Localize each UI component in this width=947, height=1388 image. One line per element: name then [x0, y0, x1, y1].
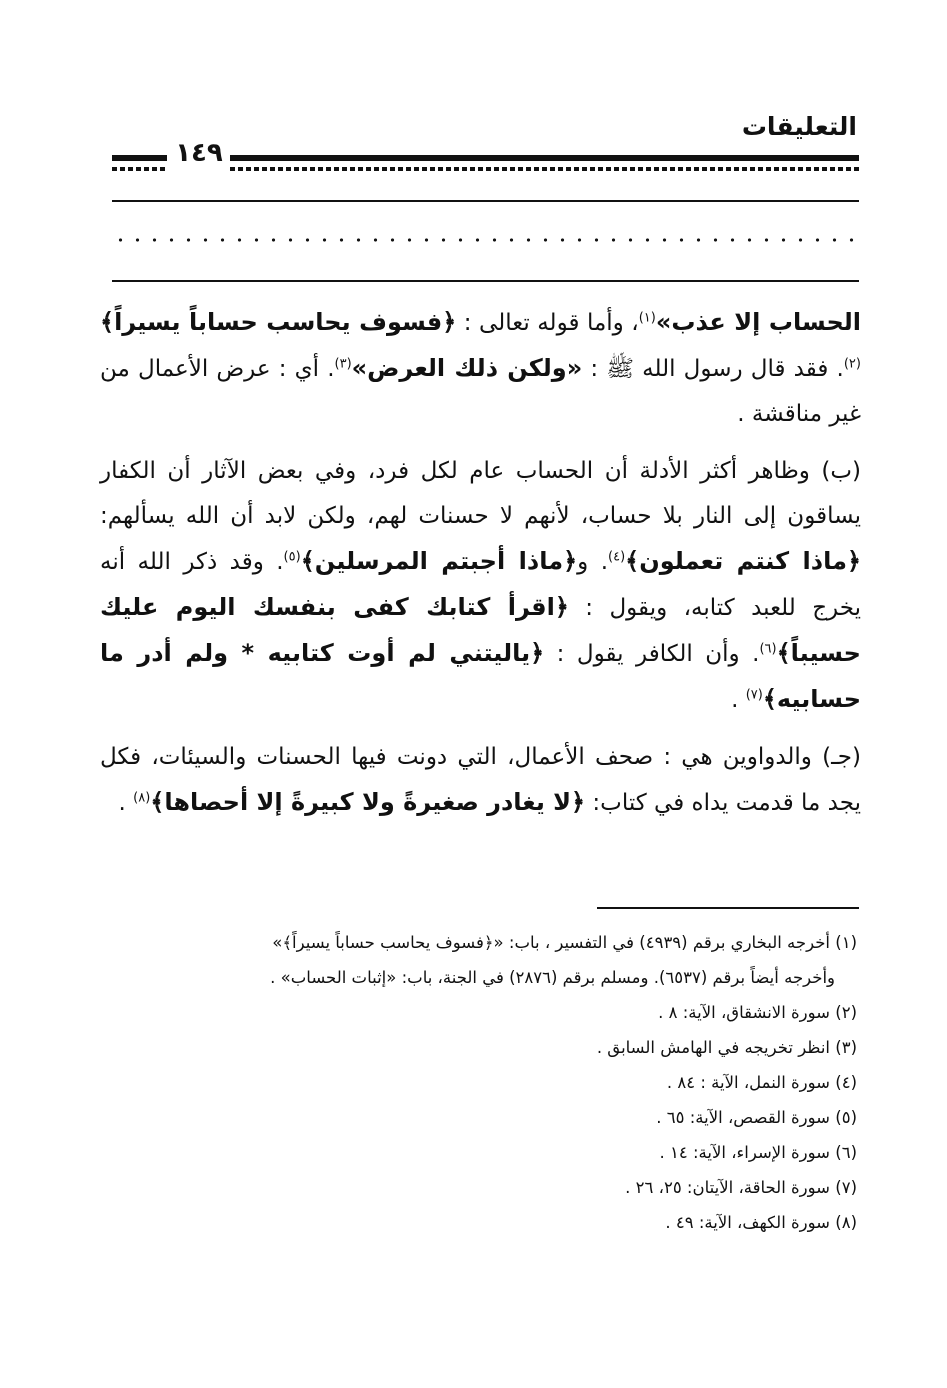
- footnote-5: (٥) سورة القصص، الآية: ٦٥ .: [656, 1108, 857, 1127]
- page-number: ١٤٩: [175, 138, 223, 168]
- footnote-8: (٨) سورة الكهف، الآية: ٤٩ .: [665, 1213, 857, 1232]
- footnote-ref: (٦): [759, 641, 777, 657]
- verse-quote: ﴿ياليتني لم أوت كتابيه * ولم أدر ما حسابيه﴾: [100, 639, 861, 713]
- verse-quote: ﴿ماذا كنتم تعملون﴾: [625, 547, 862, 575]
- footnote-separator: [597, 907, 859, 909]
- paragraph-2: [100, 449, 861, 723]
- header-rule: [230, 155, 859, 161]
- dotted-separator: [112, 238, 859, 242]
- footnote-ref: (٣): [334, 356, 352, 372]
- footnote-6: (٦) سورة الإسراء، الآية: ١٤ .: [659, 1143, 857, 1162]
- running-title: التعليقات: [741, 112, 857, 141]
- footnote-ref: (٤): [608, 549, 626, 565]
- footnote-ref: (٧): [745, 687, 763, 703]
- divider-top: [112, 200, 859, 202]
- text-run: ، وأما قوله تعالى :: [456, 310, 639, 336]
- footnote-2: (٢) سورة الانشقاق، الآية: ٨ .: [658, 1003, 857, 1022]
- footnote-ref: (١): [638, 310, 656, 326]
- hadith-quote: «ولكن ذلك العرض»: [351, 354, 583, 382]
- header-rule-left: [112, 155, 167, 161]
- text-run: (ب) وظاهر أكثر الأدلة أن الحساب عام لكل فرد، وفي بعض الآثار أن الكفار يساقون إلى النار بلا حساب، لأنهم لا حسنات لهم، ولكن لابد أن الله يسألهم:: [100, 458, 861, 529]
- text-run: . وقد ذكر الله أنه يخرج للعبد كتابه، ويقول :: [100, 549, 861, 621]
- header-dashed-rule: [230, 167, 859, 171]
- text-run: . و: [577, 549, 609, 575]
- footnote-ref: (٢): [843, 356, 861, 372]
- footnote-7: (٧) سورة الحاقة، الآيتان: ٢٥، ٢٦ .: [625, 1178, 857, 1197]
- text-run: . فقد قال رسول الله ﷺ :: [582, 356, 844, 382]
- verse-quote: ﴿ماذا أجبتم المرسلين﴾: [300, 547, 578, 575]
- divider-bottom: [112, 280, 859, 282]
- verse-quote: ﴿فسوف يحاسب حساباً يسيراً﴾: [100, 308, 457, 336]
- header-dashed-rule-left: [112, 167, 167, 171]
- paragraph-1: [100, 300, 861, 437]
- text-run: .: [731, 687, 746, 713]
- footnote-ref: (٥): [283, 549, 301, 565]
- hadith-quote: الحساب إلا عذب»: [655, 308, 861, 336]
- footnote-3: (٣) انظر تخريجه في الهامش السابق .: [596, 1038, 857, 1057]
- footnote-4: (٤) سورة النمل، الآية : ٨٤ .: [666, 1073, 857, 1092]
- text-run: . وأن الكافر يقول :: [544, 641, 760, 667]
- footnotes: [100, 925, 857, 1240]
- text-run: (جـ) والدواوين هي : صحف الأعمال، التي دونت فيها الحسنات والسيئات، فكل يجد ما قدمت يداه في كتاب:: [100, 744, 861, 816]
- text-run: .: [118, 790, 134, 816]
- main-text: [100, 300, 861, 838]
- verse-quote: ﴿اقرأ كتابك كفى بنفسك اليوم عليك حسيباً﴾: [100, 593, 861, 667]
- text-run: . أي : عرض الأعمال من غير مناقشة .: [100, 356, 861, 427]
- footnote-1: (١) أخرجه البخاري برقم (٤٩٣٩) في التفسير ، باب: «﴿فسوف يحاسب حساباً يسيراً﴾»: [272, 933, 857, 952]
- verse-quote: ﴿لا يغادر صغيرةً ولا كبيرةً إلا أحصاها﴾: [150, 788, 586, 816]
- paragraph-3: [100, 735, 861, 826]
- footnote-ref: (٨): [133, 790, 151, 806]
- footnote-1-continued: وأخرجه أيضاً برقم (٦٥٣٧). ومسلم برقم (٢٨٧٦) في الجنة، باب: «إثبات الحساب» .: [270, 968, 835, 987]
